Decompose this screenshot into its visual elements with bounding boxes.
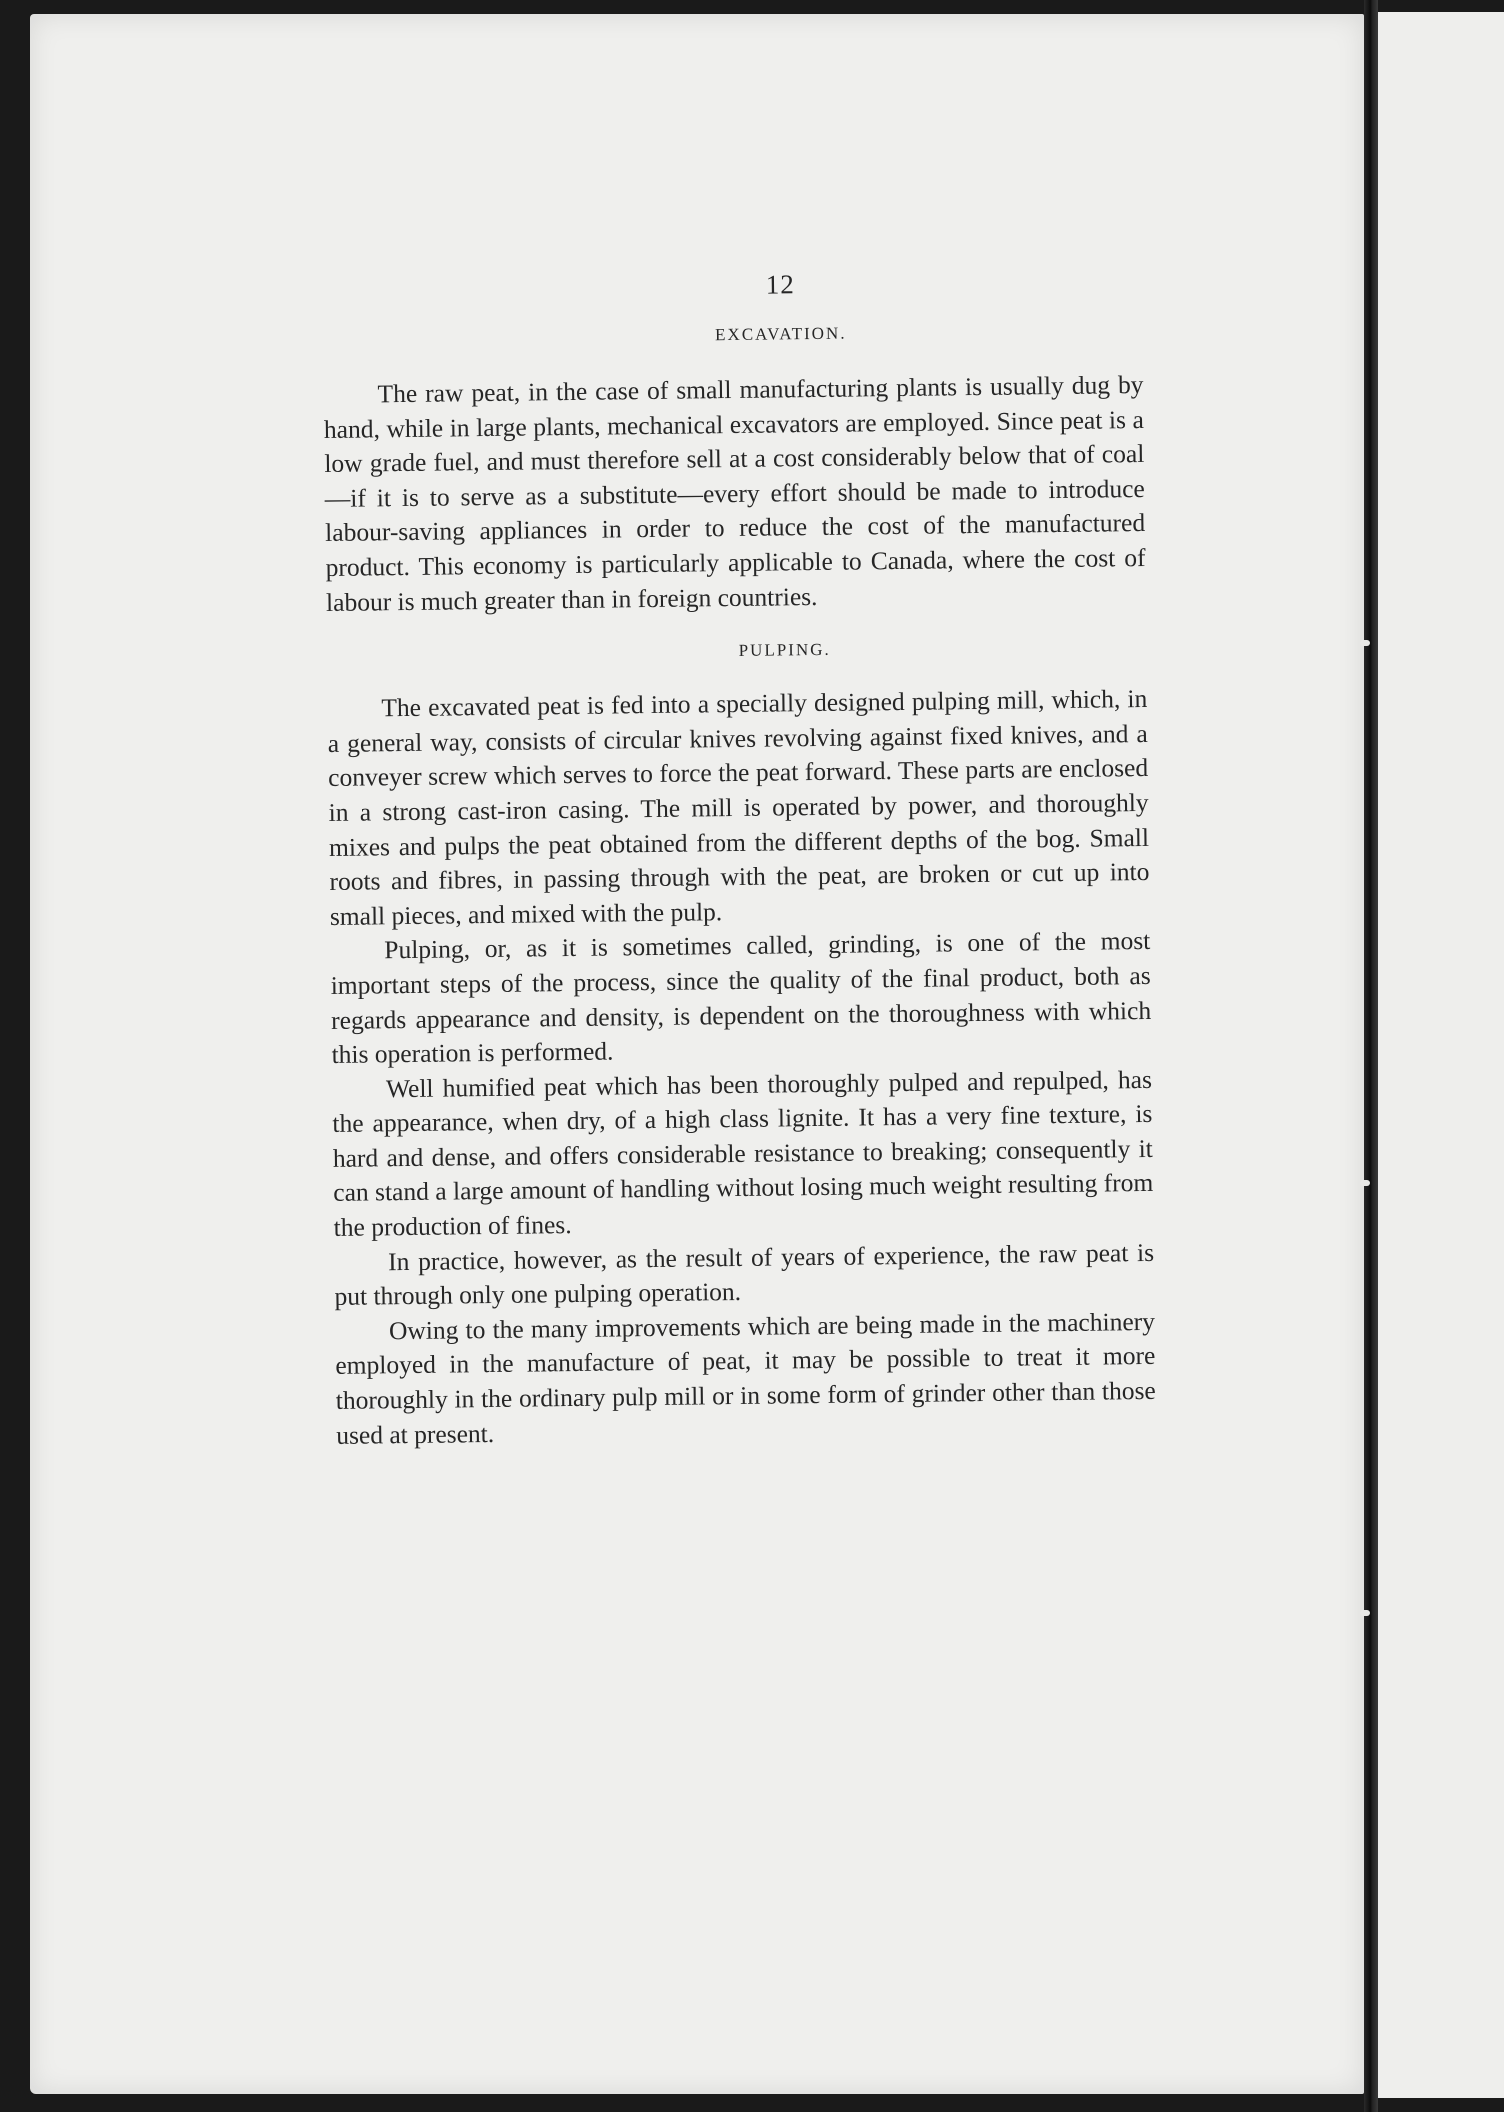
paragraph: Pulping, or, as it is sometimes called, grinding, is one of the most important steps of the process, since the quality of the final product, both as regards appearance and density, is dependent on the thoroughness with which this operation is performed.: [330, 926, 1152, 1070]
paragraph: Owing to the many improvements which are being made in the machinery employed in the manufacture of peat, it may be possible to treat it more thoroughly in the ordinary pulp mill or in some form of grinder other than those used at present.: [335, 1306, 1156, 1450]
page-text-block: [322, 260, 1156, 1453]
gutter-speck: [1360, 640, 1370, 646]
gutter-speck: [1360, 1610, 1370, 1616]
paragraph: Well humified peat which has been thoroughly pulped and repulped, has the appearance, when dry, of a high class lignite. It has a very fine texture, is hard and dense, and offers considerable resistance to breaking; consequently it can stand a large amount of handling without losing much weight resulting from the production of fines.: [332, 1064, 1154, 1242]
right-page-edge: [1378, 12, 1504, 2098]
paragraph: The raw peat, in the case of small manufacturing plants is usually dug by hand, while in large plants, mechanical excavators are employed. Since peat is a low grade fuel, and must therefore sell at a cost considerably below that of coal—if it is to serve as a substitute—every effort should be made to introduce labour-saving appliances in order to reduce the cost of the manufactured product. This economy is particularly applicable to Canada, where the cost of labour is much greater than in foreign countries.: [323, 369, 1146, 617]
paragraph: The excavated peat is fed into a specially designed pulping mill, which, in a general way, consists of circular knives revolving against fixed knives, and a conveyer screw which serves to force the peat forward. These parts are enclosed in a strong cast-iron casing. The mill is operated by power, and thoroughly mixes and pulps the peat obtained from the different depths of the bog. Small roots and fibres, in passing through with the peat, are broken or cut up into small pieces, and mixed with the pulp.: [327, 684, 1150, 931]
section-heading-pulping: PULPING.: [738, 639, 831, 661]
paragraph: In practice, however, as the result of years of experience, the raw peat is put through only one pulping operation.: [334, 1237, 1155, 1312]
section-heading-excavation: EXCAVATION.: [714, 323, 847, 345]
page-number: 12: [765, 269, 795, 300]
book-gutter: [1364, 0, 1378, 2112]
gutter-speck: [1360, 1180, 1370, 1186]
